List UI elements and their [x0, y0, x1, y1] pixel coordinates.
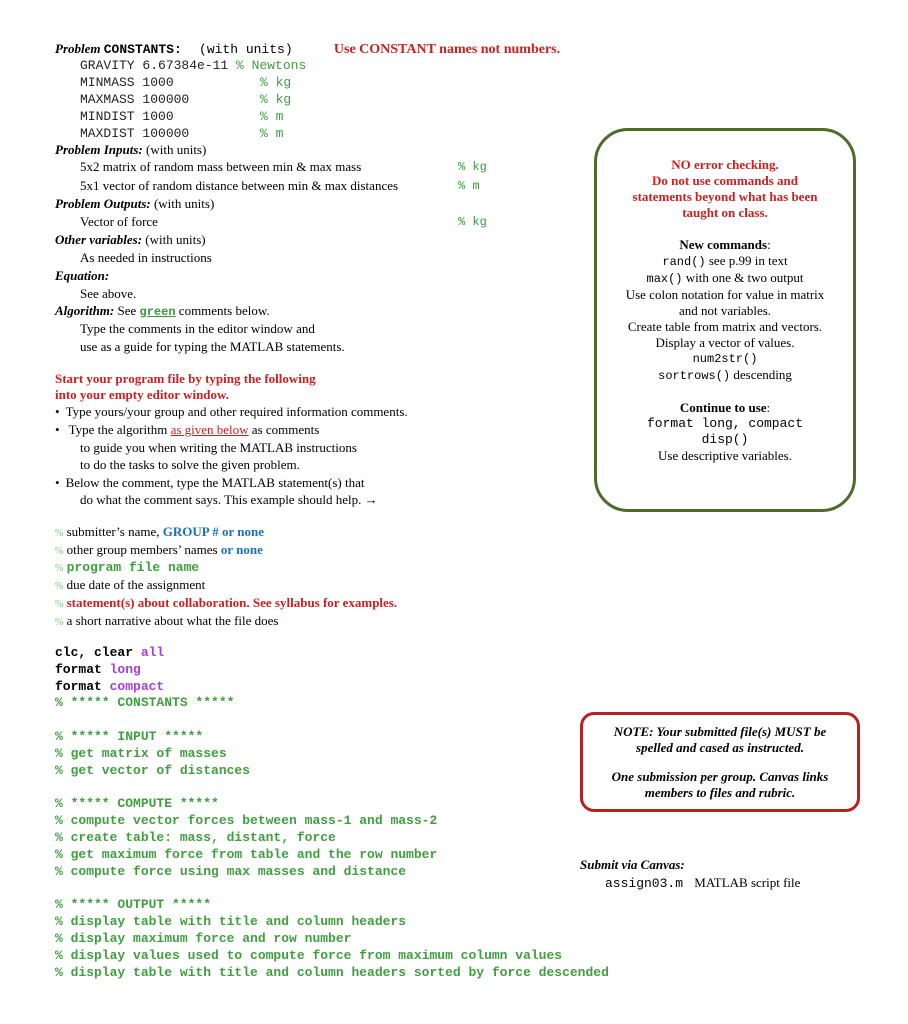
submit-file: assign03.m MATLAB script file	[605, 875, 801, 891]
constants-units: (with units)	[199, 42, 293, 57]
constant-gravity: GRAVITY 6.67384e-11 % Newtons	[80, 58, 307, 73]
code-compute-line: % compute force using max masses and distance	[55, 864, 407, 879]
algorithm-line3: use as a guide for typing the MATLAB statements.	[80, 339, 345, 354]
problem-label: Problem	[55, 41, 101, 56]
comment-filename: % program file name	[55, 560, 200, 575]
code-input-line: % get matrix of masses	[55, 746, 227, 761]
outputs-line1-comment: % kg	[458, 215, 487, 229]
code-output-line: % display table with title and column headers sorted by force descended	[55, 965, 609, 980]
start-bullet-3: • Below the comment, type the MATLAB statement(s) that	[55, 475, 365, 491]
start-bullet-2-l3: to do the tasks to solve the given problem.	[80, 457, 300, 472]
code-compute-line: % create table: mass, distant, force	[55, 830, 336, 845]
outputs-line1: Vector of force	[80, 214, 158, 229]
constant-minmass: MINMASS 1000 % kg	[80, 75, 292, 90]
submit-label: Submit via Canvas:	[580, 857, 685, 872]
new-commands-title: New commands	[679, 237, 768, 252]
constant-maxmass: MAXMASS 100000 % kg	[80, 92, 292, 107]
code-format-long: format long	[55, 662, 141, 677]
other-line1: As needed in instructions	[80, 250, 212, 265]
start-bullet-1: • Type yours/your group and other required information comments.	[55, 404, 408, 420]
comment-collaboration: % statement(s) about collaboration. See syllabus for examples.	[55, 595, 398, 610]
equation-line1: See above.	[80, 286, 137, 301]
note-box	[580, 712, 860, 812]
code-input-header: % ***** INPUT *****	[55, 729, 204, 744]
code-output-line: % display table with title and column headers	[55, 914, 407, 929]
comment-duedate: % due date of the assignment	[55, 577, 206, 592]
note-text: NOTE: Your submitted file(s) MUST be spelled and cased as instructed. One submission per group. Canvas links members to files and rubric.	[611, 724, 829, 800]
start-bullet-2-l2: to guide you when writing the MATLAB instructions	[80, 440, 357, 455]
comment-narrative: % a short narrative about what the file does	[55, 613, 279, 628]
inputs-line2: 5x1 vector of random distance between min & max distances	[80, 178, 399, 193]
code-compute-line: % get maximum force from table and the row number	[55, 847, 438, 862]
start-heading-1: Start your program file by typing the following	[55, 371, 316, 386]
inputs-line1-comment: % kg	[458, 160, 487, 174]
no-error-warning: NO error checking. Do not use commands and statements beyond what has been taught on class.	[632, 157, 818, 220]
start-bullet-3-l2: do what the comment says. This example should help. →	[80, 492, 378, 507]
commands-box	[594, 128, 856, 512]
code-output-header: % ***** OUTPUT *****	[55, 897, 212, 912]
constants-warning: Use CONSTANT names not numbers.	[333, 42, 561, 57]
other-heading: Other variables: (with units)	[55, 232, 206, 247]
inputs-line1: 5x2 matrix of random mass between min & max mass	[80, 159, 362, 174]
code-output-line: % display maximum force and row number	[55, 931, 352, 946]
outputs-heading: Problem Outputs: (with units)	[55, 196, 215, 211]
inputs-line2-comment: % m	[458, 179, 480, 193]
constant-maxdist: MAXDIST 100000 % m	[80, 126, 284, 141]
algorithm-heading: Algorithm: See green comments below.	[55, 303, 270, 319]
code-constants-header: % ***** CONSTANTS *****	[55, 695, 235, 710]
constant-mindist: MINDIST 1000 % m	[80, 109, 284, 124]
code-input-line: % get vector of distances	[55, 763, 251, 778]
as-given-below-link[interactable]: as given below	[170, 422, 249, 437]
code-output-line: % display values used to compute force from maximum column values	[55, 948, 563, 963]
code-format-compact: format compact	[55, 679, 165, 694]
new-commands: New commands: rand() see p.99 in text max() with one & two output Use colon notation for value in matrix and not variables. Create table from matrix and vectors. Display a vector of values. num2str() sortrows() descending	[625, 237, 825, 383]
continue-to-use: Continue to use: format long, compact disp() Use descriptive variables.	[646, 400, 804, 463]
comment-submitter: % submitter’s name, GROUP # or none	[55, 524, 265, 539]
code-compute-header: % ***** COMPUTE *****	[55, 796, 219, 811]
algorithm-line2: Type the comments in the editor window and	[80, 321, 315, 336]
inputs-heading: Problem Inputs: (with units)	[55, 142, 207, 157]
start-bullet-2: • Type the algorithm as given below as comments	[55, 422, 319, 438]
constants-heading	[55, 41, 560, 58]
start-heading-2: into your empty editor window.	[55, 387, 229, 402]
comment-members: % other group members’ names or none	[55, 542, 263, 557]
constants-label: CONSTANTS:	[103, 42, 182, 57]
code-compute-line: % compute vector forces between mass-1 and mass-2	[55, 813, 438, 828]
equation-heading: Equation:	[55, 268, 110, 283]
code-clc: clc, clear all	[55, 645, 165, 660]
